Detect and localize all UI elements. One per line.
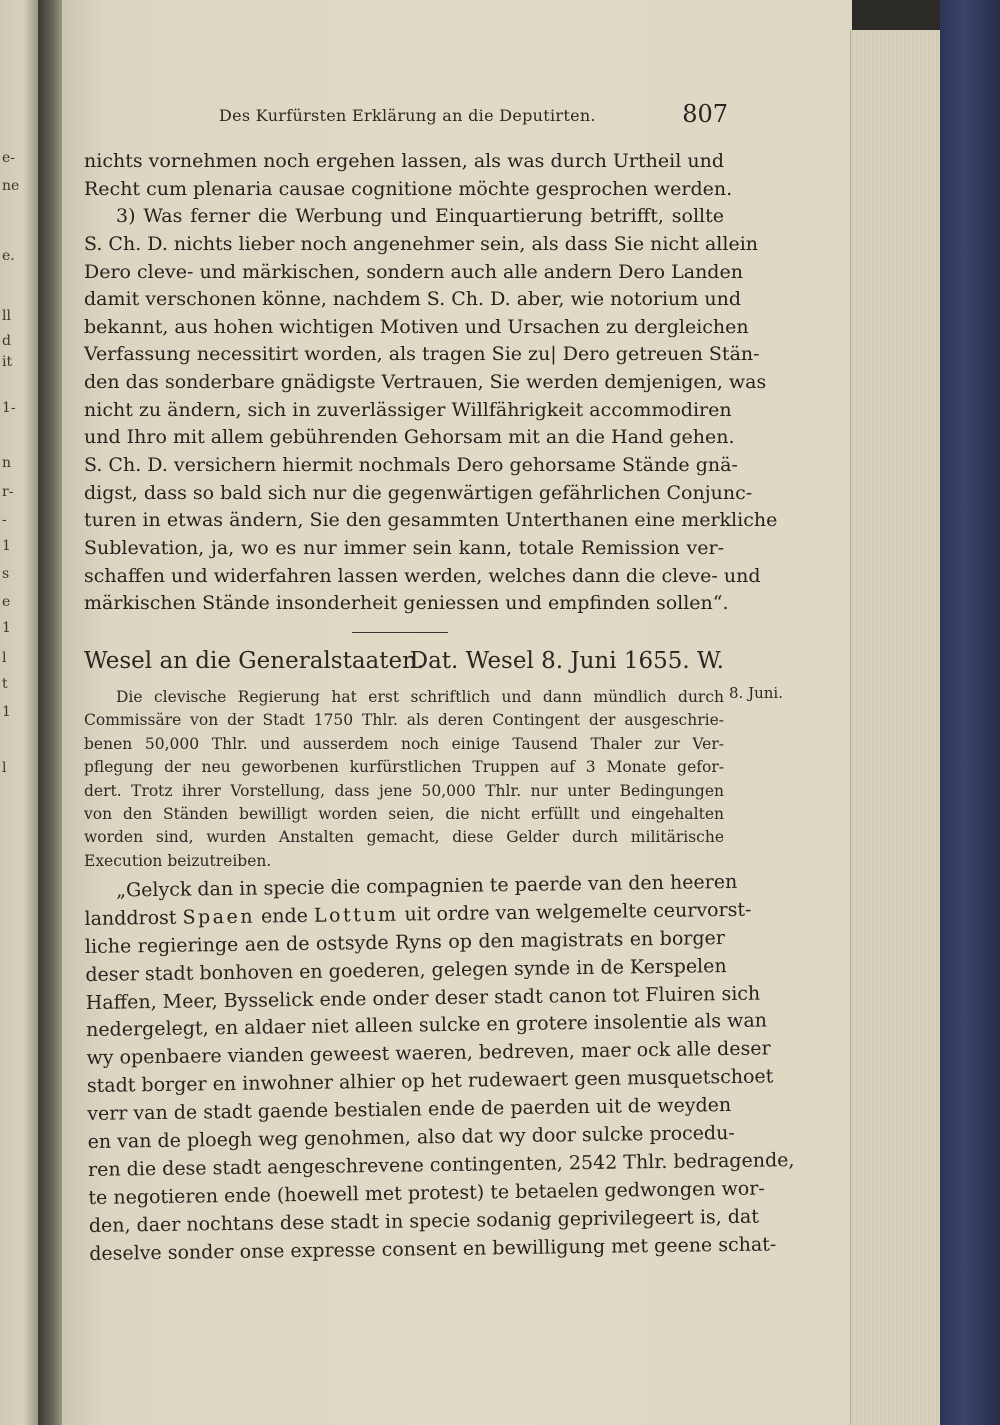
- text-line: den das sonderbare gnädigste Vertrauen, Sie werden demjenigen, was: [84, 371, 767, 394]
- summary-line: Execution beizutreiben.: [84, 851, 272, 870]
- letter-line: deser stadt bonhoven en goederen, gelegen synde in de Kerspelen: [85, 954, 727, 986]
- letter-line-part: ende: [254, 904, 315, 928]
- section-divider: [352, 632, 448, 633]
- summary-line: dert. Trotz ihrer Vorstellung, dass jene 50,000 Thlr. nur unter Bedingungen: [84, 781, 724, 800]
- letter-text: [84, 869, 795, 1268]
- summary-line: pflegung der neu geworbenen kurfürstlichen Truppen auf 3 Monate gefor-: [84, 758, 724, 777]
- text-line: S. Ch. D. nichts lieber noch angenehmer sein, als dass Sie nicht allein: [84, 232, 759, 255]
- prev-page-fragment: 1-: [2, 400, 16, 416]
- letter-line: „Gelyck dan in specie die compagnien te paerde van den heeren: [116, 870, 738, 902]
- person-name: Lottum: [313, 903, 399, 927]
- previous-page-edge: [0, 0, 38, 1425]
- prev-page-fragment: e: [2, 594, 11, 610]
- letter-line: nedergelegt, en aldaer niet alleen sulcke en grotere insolentie als wan: [85, 1009, 768, 1042]
- text-line: märkischen Stände insonderheit geniessen und empfinden sollen“.: [84, 592, 729, 615]
- prev-page-fragment: 1: [2, 538, 11, 554]
- letter-line: ren die dese stadt aengeschrevene contingenten, 2542 Thlr. bedragende,: [87, 1149, 795, 1181]
- summary-text: [84, 686, 724, 873]
- letter-line-part: uit ordre van welgemelte ceurvorst-: [398, 898, 752, 926]
- prev-page-fragment: -: [2, 512, 7, 528]
- letter-line: den, daer nochtans dese stadt in specie sodanig geprivilegeert is, dat: [88, 1205, 760, 1237]
- text-line: Dero cleve- und märkischen, sondern auch alle andern Dero Landen: [84, 260, 743, 283]
- summary-line: Die clevische Regierung hat erst schriftlich und dann mündlich durch: [116, 688, 724, 706]
- text-line: und Ihro mit allem gebührenden Gehorsam mit an die Hand gehen.: [84, 426, 735, 449]
- letter-line: verr van de stadt gaende bestialen ende de paerden uit de weyden: [87, 1094, 732, 1126]
- prev-page-fragment: l: [2, 650, 7, 666]
- prev-page-fragment: n: [2, 455, 12, 471]
- text-line: schaffen und widerfahren lassen werden, welches dann die cleve- und: [84, 564, 761, 587]
- section-heading-date: Dat. Wesel 8. Juni 1655. W.: [409, 648, 724, 674]
- page-number: 807: [682, 100, 728, 128]
- text-line: bekannt, aus hohen wichtigen Motiven und Ursachen zu dergleichen: [84, 315, 749, 338]
- letter-line: te negotieren ende (hoewell met protest) te betaelen gedwongen wor-: [88, 1177, 765, 1209]
- summary-line: benen 50,000 Thlr. und ausserdem noch einige Tausend Thaler zur Ver-: [84, 734, 724, 753]
- section-heading-title: Wesel an die Generalstaaten.: [84, 648, 425, 674]
- body-text: [84, 148, 778, 618]
- running-head: [84, 100, 728, 134]
- letter-line: stadt borger en inwohner alhier op het rudewaert geen musquetschoet: [86, 1065, 774, 1098]
- summary-line: worden sind, wurden Anstalten gemacht, diese Gelder durch militärische: [84, 828, 724, 847]
- page-fore-edge: [850, 30, 941, 1425]
- prev-page-fragment: it: [2, 354, 13, 370]
- prev-page-fragment: r-: [2, 484, 14, 500]
- prev-page-fragment: l: [2, 760, 7, 776]
- prev-page-fragment: e-: [2, 150, 16, 166]
- text-line: S. Ch. D. versichern hiermit nochmals Dero gehorsame Stände gnä-: [84, 454, 738, 477]
- prev-page-fragment: d: [2, 333, 11, 349]
- letter-line: liche regieringe aen de ostsyde Ryns op den magistrats en borger: [84, 926, 726, 958]
- text-line: Verfassung necessitirt worden, als tragen Sie zu| Dero getreuen Stän-: [84, 343, 760, 366]
- text-line: digst, dass so bald sich nur die gegenwärtigen gefährlichen Conjunc-: [84, 481, 753, 504]
- summary-line: Commissäre von der Stadt 1750 Thlr. als deren Contingent der ausgeschrie-: [84, 711, 724, 730]
- prev-page-fragment: ne: [2, 178, 20, 194]
- person-name: Spaen: [182, 905, 256, 929]
- prev-page-fragment: s: [2, 566, 10, 582]
- text-line: Recht cum plenaria causae cognitione möchte gesprochen werden.: [84, 177, 733, 200]
- text-line: nicht zu ändern, sich in zuverlässiger Willfährigkeit accommodiren: [84, 398, 732, 421]
- text-line: Sublevation, ja, wo es nur immer sein kann, totale Remission ver-: [84, 536, 724, 559]
- letter-line-part: landdrost: [84, 906, 183, 930]
- text-line: nichts vornehmen noch ergehen lassen, als was durch Urtheil und: [84, 150, 724, 172]
- prev-page-fragment: t: [2, 676, 8, 692]
- summary-line: von den Ständen bewilligt worden seien, die nicht erfüllt und eingehalten: [84, 804, 724, 823]
- prev-page-fragment: e.: [2, 248, 15, 264]
- book-cover-edge: [940, 0, 1000, 1425]
- letter-line: Haffen, Meer, Bysselick ende onder deser stadt canon tot Fluiren sich: [85, 982, 761, 1014]
- letter-line: deselve sonder onse expresse consent en bewilligung met geene schat-: [89, 1232, 777, 1265]
- text-line: turen in etwas ändern, Sie den gesammten Unterthanen eine merkliche: [84, 509, 778, 532]
- prev-page-fragment: ll: [2, 308, 11, 324]
- section-heading: [84, 646, 724, 680]
- prev-page-fragment: 1: [2, 620, 11, 636]
- margin-date-note: 8. Juni.: [729, 684, 783, 702]
- text-line: damit verschonen könne, nachdem S. Ch. D. aber, wie notorium und: [84, 288, 741, 311]
- text-line: 3) Was ferner die Werbung und Einquartierung betrifft, sollte: [116, 205, 724, 228]
- prev-page-fragment: 1: [2, 704, 11, 720]
- letter-line: wy openbaere vianden geweest waeren, bedreven, maer ock alle deser: [86, 1037, 771, 1070]
- running-head-title: Des Kurfürsten Erklärung an die Deputirten.: [219, 106, 596, 125]
- letter-line: en van de ploegh weg genohmen, also dat wy door sulcke procedu-: [87, 1121, 735, 1153]
